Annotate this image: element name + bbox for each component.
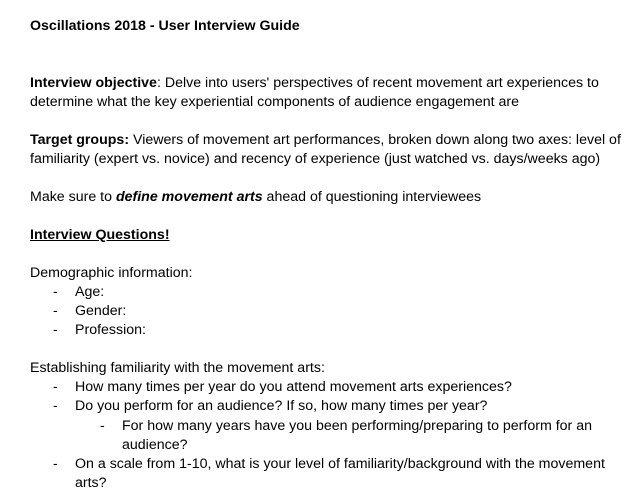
- question-perform-years-1: For how many years have you been performing/preparing to perform for an: [122, 418, 593, 434]
- question-familiarity-scale-1: On a scale from 1-10, what is your level of familiarity/background with the movement: [75, 456, 605, 472]
- objective-text-1: : Delve into users' perspectives of recent movement art experiences to: [156, 75, 599, 91]
- bullet-dash: -: [53, 398, 58, 414]
- demographic-heading: Demographic information:: [30, 265, 193, 281]
- bullet-dash: -: [53, 456, 58, 472]
- objective-text-2: determine what the key experiential components of audience engagement are: [30, 94, 519, 110]
- target-groups-text-2: familiarity (expert vs. novice) and recency of experience (just watched vs. days/weeks ago): [30, 151, 601, 167]
- note-suffix: ahead of questioning interviewees: [262, 189, 482, 205]
- question-perform-years-2: audience?: [122, 437, 188, 453]
- familiarity-heading: Establishing familiarity with the movement arts:: [30, 360, 325, 376]
- target-groups-label: Target groups:: [30, 132, 130, 148]
- document-title: Oscillations 2018 - User Interview Guide: [30, 18, 300, 34]
- note-prefix: Make sure to: [30, 189, 116, 205]
- demographic-item-profession: Profession:: [75, 322, 146, 338]
- question-attend-frequency: How many times per year do you attend movement arts experiences?: [75, 379, 512, 395]
- note-line: [30, 188, 481, 207]
- target-groups-text-1: Viewers of movement art performances, broken down along two axes: level of: [129, 132, 621, 148]
- bullet-dash: -: [53, 379, 58, 395]
- bullet-dash: -: [53, 303, 58, 319]
- note-emphasis: define movement arts: [115, 189, 263, 205]
- bullet-dash: -: [53, 322, 58, 338]
- question-perform: Do you perform for an audience? If so, how many times per year?: [75, 398, 488, 414]
- objective-label: Interview objective: [30, 75, 157, 91]
- target-groups-line-1: [30, 131, 621, 150]
- question-familiarity-scale-2: arts?: [75, 475, 107, 491]
- questions-heading: Interview Questions!: [30, 227, 170, 243]
- objective-line-1: [30, 74, 599, 93]
- bullet-dash: -: [53, 284, 58, 300]
- demographic-item-age: Age:: [75, 284, 105, 300]
- demographic-item-gender: Gender:: [75, 303, 127, 319]
- sub-bullet-dash: -: [100, 418, 105, 434]
